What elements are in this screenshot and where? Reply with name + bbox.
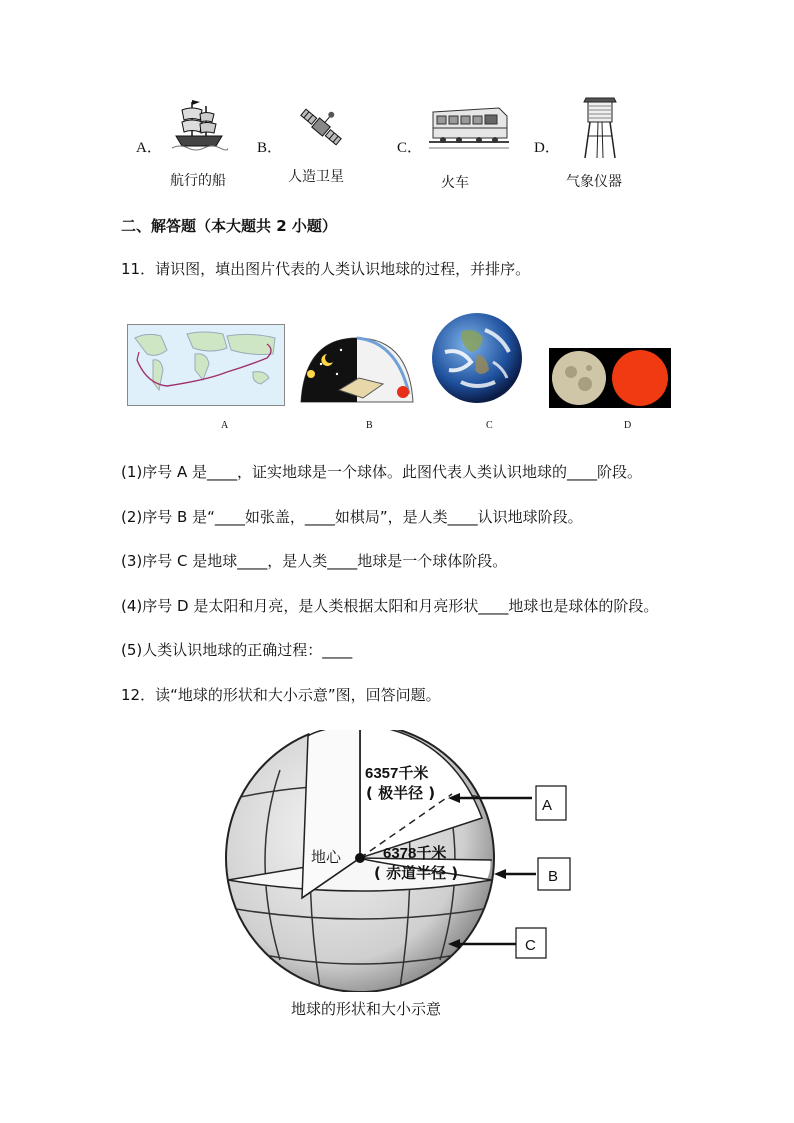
option-d-letter: D． bbox=[534, 140, 560, 156]
callout-b-label: B bbox=[548, 868, 559, 885]
q12-stem: 12．读“地球的形状和大小示意”图，回答问题。 bbox=[121, 686, 441, 704]
option-c-letter: C． bbox=[397, 140, 423, 156]
section-title: 二、解答题（本大题共 2 小题） bbox=[121, 217, 337, 235]
q11-stem: 11．请识图，填出图片代表的人类认识地球的过程，并排序。 bbox=[121, 260, 531, 278]
q11-sub-2: (2)序号 B 是“____如张盖，____如棋局”，是人类____认识地球阶段。 bbox=[121, 508, 583, 526]
option-a-letter: A． bbox=[136, 140, 162, 156]
equatorial-radius-name: ( 赤道半径 ) bbox=[374, 864, 459, 882]
image-label-c: C bbox=[486, 420, 493, 431]
equatorial-radius-value: 6378千米 bbox=[383, 845, 447, 862]
option-b-caption: 人造卫星 bbox=[288, 169, 344, 185]
earth-center-label: 地心 bbox=[311, 848, 342, 866]
image-label-b: B bbox=[366, 420, 373, 431]
earth-photo-image bbox=[431, 312, 523, 404]
q11-sub-4: (4)序号 D 是太阳和月亮，是人类根据太阳和月亮形状____地球也是球体的阶段。 bbox=[121, 597, 659, 615]
callout-a-label: A bbox=[542, 797, 553, 814]
option-d-caption: 气象仪器 bbox=[566, 174, 622, 190]
train-icon bbox=[429, 98, 509, 152]
q11-sub-1: (1)序号 A 是____，证实地球是一个球体。此图代表人类认识地球的____阶段。 bbox=[121, 463, 643, 481]
weather-station-icon bbox=[580, 96, 620, 160]
option-c-caption: 火车 bbox=[441, 175, 469, 191]
dome-sky-image bbox=[297, 334, 417, 406]
polar-radius-value: 6357千米 bbox=[365, 765, 429, 782]
q11-sub-5: (5)人类认识地球的正确过程：____ bbox=[121, 641, 353, 659]
moon-sun-image bbox=[549, 348, 671, 408]
option-a-caption: 航行的船 bbox=[170, 173, 226, 189]
earth-center-dot bbox=[355, 853, 365, 863]
satellite-icon bbox=[296, 102, 346, 152]
callout-c-label: C bbox=[525, 937, 536, 954]
ship-icon bbox=[170, 96, 228, 154]
q11-sub-3: (3)序号 C 是地球____，是人类____地球是一个球体阶段。 bbox=[121, 552, 508, 570]
option-b-letter: B． bbox=[257, 140, 283, 156]
image-label-d: D bbox=[624, 420, 632, 431]
image-label-a: A bbox=[221, 420, 229, 431]
diagram-caption: 地球的形状和大小示意 bbox=[291, 1000, 442, 1018]
polar-radius-name: ( 极半径 ) bbox=[366, 784, 436, 802]
voyage-map-image bbox=[127, 324, 285, 406]
